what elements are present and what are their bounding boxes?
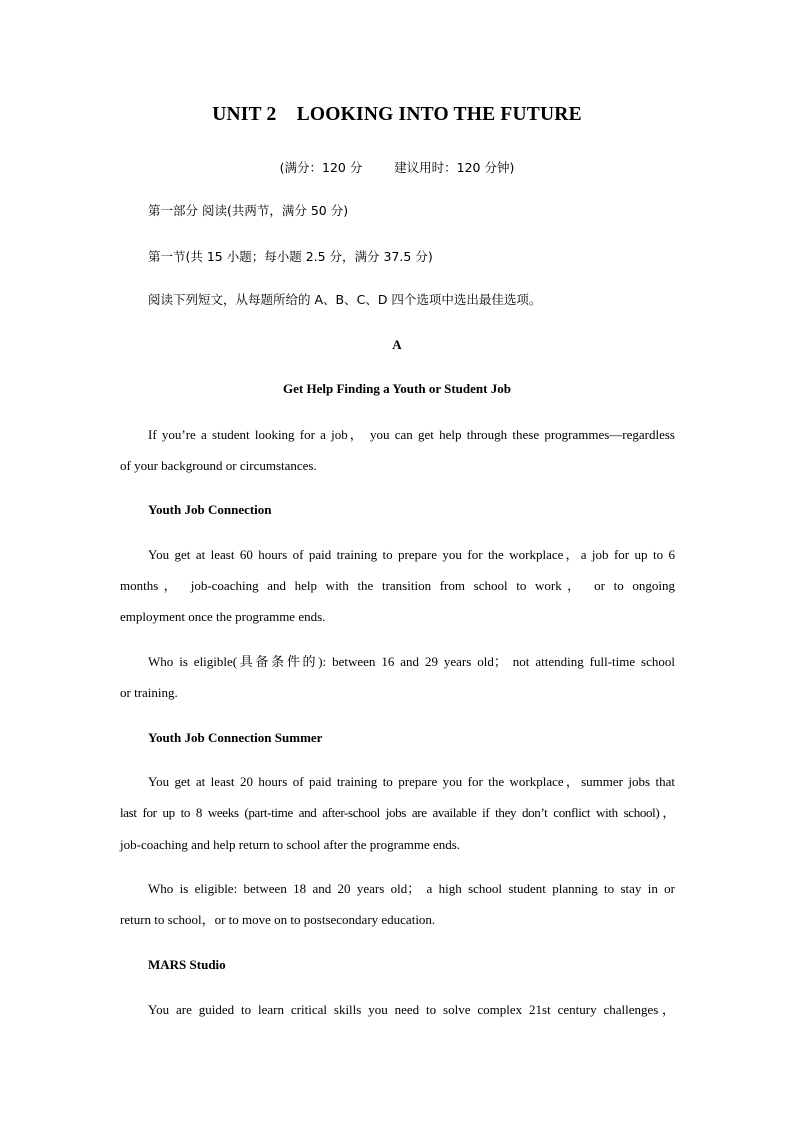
- paragraph-line: You are guided to learn critical skills you need to solve complex 21st century challenges，: [148, 1002, 675, 1017]
- score-time-info: (满分：120 分 建议用时：120 分钟): [279, 160, 515, 175]
- paragraph-line: Who is eligible(具备条件的): between 16 and 29 years old； not attending full-time school: [148, 654, 675, 669]
- passage-letter: A: [392, 337, 402, 352]
- paragraph-line: You get at least 60 hours of paid training to prepare you for the workplace，a job for up to 6: [148, 547, 675, 562]
- paragraph-line: employment once the programme ends.: [120, 609, 326, 624]
- paragraph-line: or training.: [120, 685, 178, 700]
- part-heading: 第一部分 阅读(共两节，满分 50 分): [148, 203, 349, 218]
- paragraph-line: return to school，or to move on to postsecondary education.: [120, 912, 436, 927]
- paragraph-line: last for up to 8 weeks (part-time and after-school jobs are available if they don’t conflict with school)，: [120, 805, 675, 820]
- section-heading: 第一节(共 15 小题；每小题 2.5 分，满分 37.5 分): [148, 249, 433, 264]
- paragraph-line: You get at least 20 hours of paid training to prepare you for the workplace，summer jobs that: [148, 774, 675, 789]
- unit-title: UNIT 2 LOOKING INTO THE FUTURE: [212, 104, 582, 125]
- intro-line: of your background or circumstances.: [120, 458, 317, 473]
- section-heading-youth-job-connection: Youth Job Connection: [148, 502, 272, 517]
- paragraph-line: Who is eligible: between 18 and 20 years old； a high school student planning to stay in or: [148, 881, 675, 896]
- passage-title: Get Help Finding a Youth or Student Job: [283, 381, 511, 396]
- paragraph-line: job-coaching and help return to school after the programme ends.: [120, 837, 461, 852]
- intro-line: If you’re a student looking for a job， you can get help through these programmes—regardless: [148, 427, 675, 442]
- instruction-text: 阅读下列短文，从每题所给的 A、B、C、D 四个选项中选出最佳选项。: [148, 292, 542, 307]
- section-heading-youth-job-connection-summer: Youth Job Connection Summer: [148, 730, 323, 745]
- paragraph-line: months， job-coaching and help with the transition from school to work， or to ongoing: [120, 578, 675, 593]
- section-heading-mars-studio: MARS Studio: [148, 957, 226, 972]
